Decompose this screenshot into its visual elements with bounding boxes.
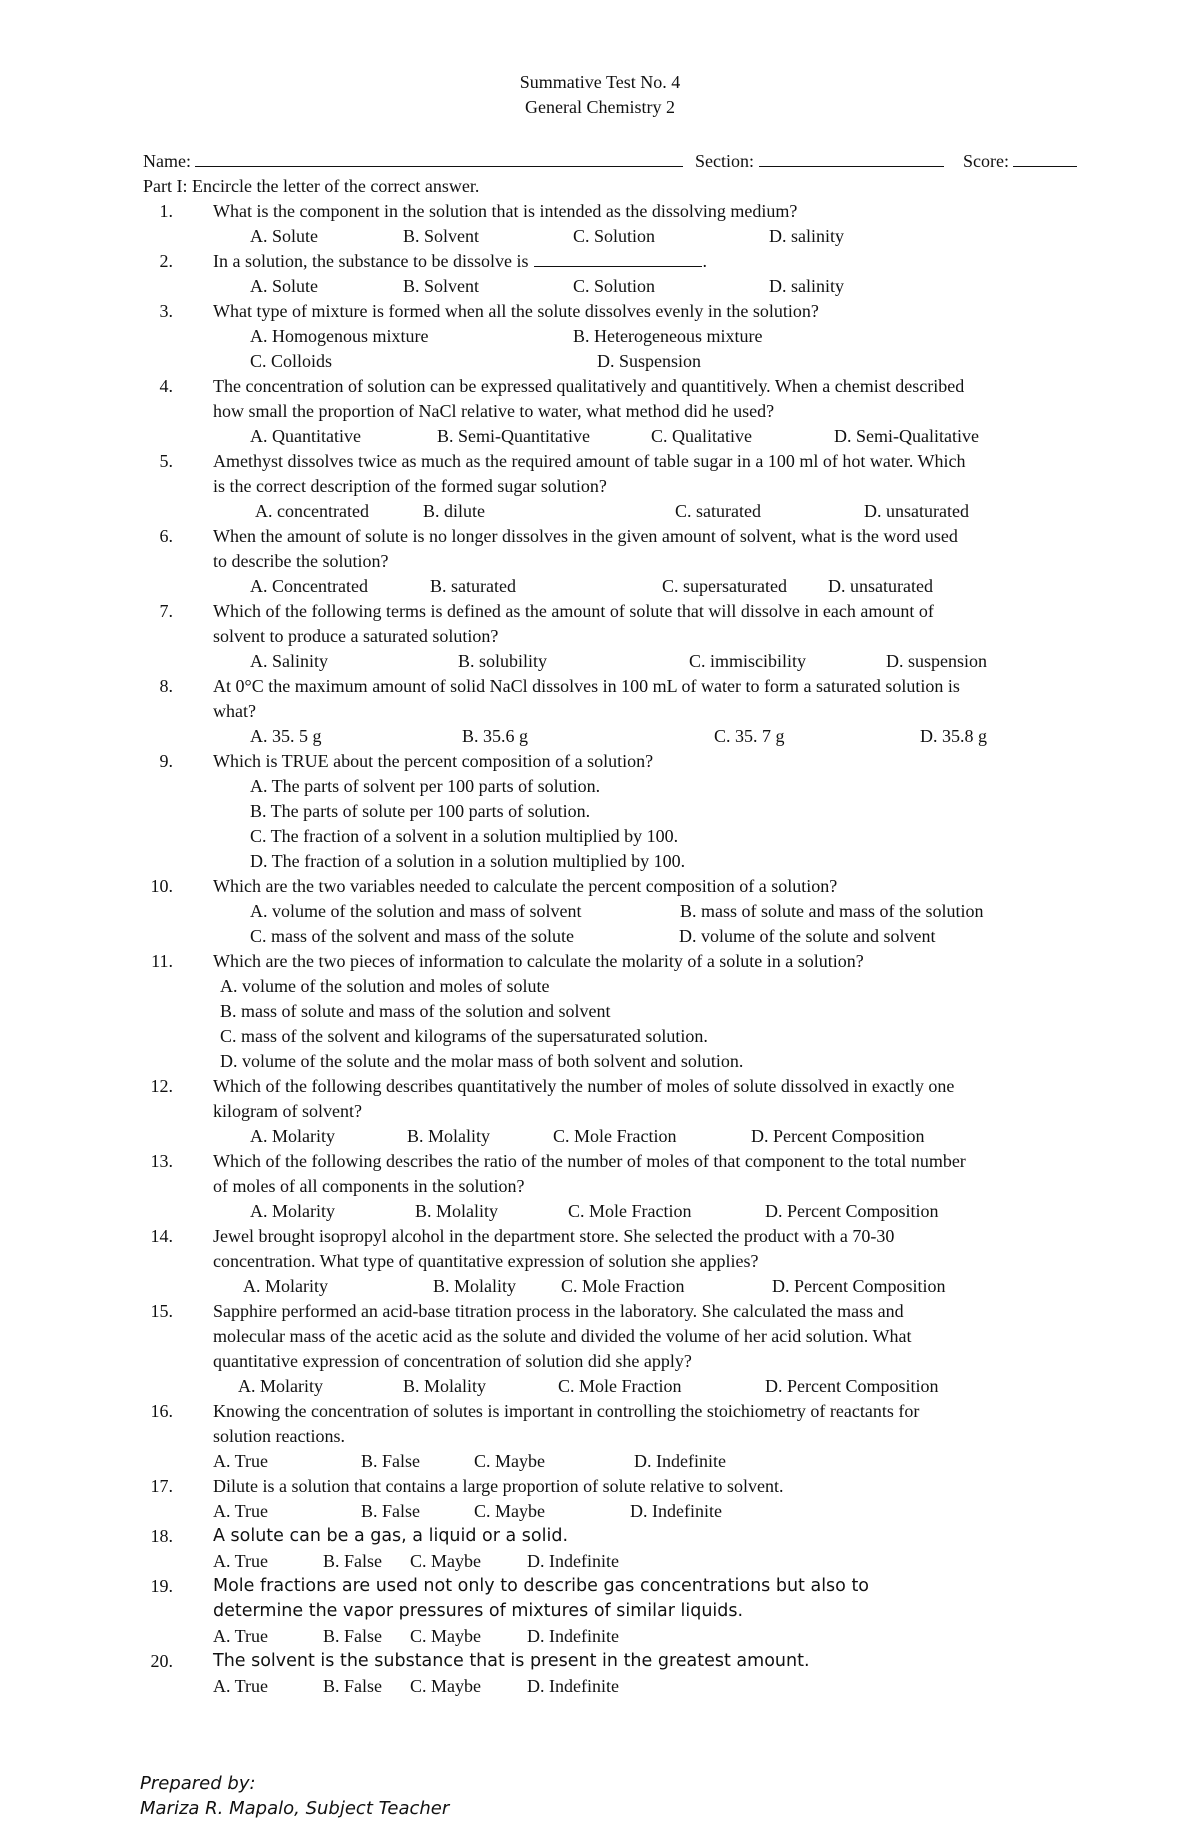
- answer-choice[interactable]: C. Maybe: [410, 1551, 481, 1571]
- score-label: Score:: [963, 151, 1009, 171]
- answer-choice[interactable]: C. Solution: [573, 276, 656, 296]
- answer-choice[interactable]: C. immiscibility: [689, 651, 807, 671]
- answer-choice[interactable]: A. True: [213, 1451, 269, 1471]
- question-text: In a solution, the substance to be dissolve is .: [213, 251, 707, 271]
- answer-choice[interactable]: C. Mole Fraction: [553, 1126, 677, 1146]
- answer-choice[interactable]: C. supersaturated: [662, 576, 787, 596]
- answer-choice[interactable]: C. The fraction of a solvent in a solution multiplied by 100.: [250, 826, 679, 846]
- answer-choice[interactable]: A. volume of the solution and mass of solvent: [250, 901, 582, 921]
- question-number: 9.: [159, 751, 173, 771]
- section-row: [695, 150, 944, 172]
- answer-choice[interactable]: D. volume of the solute and the molar mass of both solvent and solution.: [220, 1051, 744, 1071]
- answer-choice[interactable]: A. concentrated: [255, 501, 369, 521]
- answer-choice[interactable]: D. Percent Composition: [751, 1126, 925, 1146]
- question-number: 10.: [150, 876, 173, 896]
- answer-choice[interactable]: B. 35.6 g: [462, 726, 529, 746]
- answer-choice[interactable]: A. True: [213, 1626, 269, 1646]
- answer-choice[interactable]: B. Molality: [403, 1376, 487, 1396]
- question-text: to describe the solution?: [213, 551, 389, 571]
- answer-choice[interactable]: C. mass of the solvent and kilograms of the supersaturated solution.: [220, 1026, 708, 1046]
- answer-choice[interactable]: D. Indefinite: [527, 1626, 619, 1646]
- section-label: Section:: [695, 151, 754, 171]
- question-number: 7.: [159, 601, 173, 621]
- question-number: 20.: [150, 1651, 173, 1671]
- answer-choice[interactable]: A. Molarity: [250, 1201, 335, 1221]
- answer-choice[interactable]: D. The fraction of a solution in a solution multiplied by 100.: [250, 851, 686, 871]
- answer-choice[interactable]: C. Maybe: [410, 1676, 481, 1696]
- question-text: A solute can be a gas, a liquid or a solid.: [213, 1526, 569, 1546]
- answer-choice[interactable]: C. mass of the solvent and mass of the solute: [250, 926, 574, 946]
- answer-choice[interactable]: B. False: [323, 1626, 383, 1646]
- question-number: 18.: [150, 1526, 173, 1546]
- answer-choice[interactable]: C. Qualitative: [651, 426, 752, 446]
- question-text: Knowing the concentration of solutes is important in controlling the stoichiometry of reactants for: [213, 1401, 920, 1421]
- question-text: Jewel brought isopropyl alcohol in the department store. She selected the product with a 70-30: [213, 1226, 895, 1246]
- question-text: Amethyst dissolves twice as much as the required amount of table sugar in a 100 ml of hot water. Which: [213, 451, 966, 471]
- answer-choice[interactable]: C. Mole Fraction: [561, 1276, 685, 1296]
- answer-choice[interactable]: D. Percent Composition: [772, 1276, 946, 1296]
- question-text: how small the proportion of NaCl relative to water, what method did he used?: [213, 401, 775, 421]
- question-text: What is the component in the solution that is intended as the dissolving medium?: [213, 201, 798, 221]
- answer-choice[interactable]: B. saturated: [430, 576, 516, 596]
- answer-choice[interactable]: C. Colloids: [250, 351, 333, 371]
- question-number: 3.: [159, 301, 173, 321]
- question-text: Mole fractions are used not only to describe gas concentrations but also to: [213, 1576, 870, 1596]
- answer-choice[interactable]: D. volume of the solute and solvent: [679, 926, 936, 946]
- answer-choice[interactable]: D. Semi-Qualitative: [834, 426, 979, 446]
- answer-choice[interactable]: A. Molarity: [250, 1126, 335, 1146]
- question-text: Which of the following describes the ratio of the number of moles of that component to the total number: [213, 1151, 966, 1171]
- question-text: solution reactions.: [213, 1426, 345, 1446]
- answer-choice[interactable]: D. Percent Composition: [765, 1201, 939, 1221]
- test-title: Summative Test No. 4: [519, 72, 681, 92]
- name-blank[interactable]: [195, 150, 683, 167]
- question-text: molecular mass of the acetic acid as the solute and divided the volume of her acid solution. What: [213, 1326, 912, 1346]
- answer-choice[interactable]: B. Semi-Quantitative: [437, 426, 590, 446]
- answer-choice[interactable]: B. mass of solute and mass of the solution: [680, 901, 984, 921]
- answer-choice[interactable]: A. Molarity: [238, 1376, 323, 1396]
- answer-choice[interactable]: C. saturated: [675, 501, 761, 521]
- answer-choice[interactable]: D. salinity: [769, 226, 844, 246]
- answer-choice[interactable]: B. False: [361, 1501, 421, 1521]
- answer-choice[interactable]: D. Indefinite: [527, 1676, 619, 1696]
- answer-choice[interactable]: B. False: [323, 1551, 383, 1571]
- question-text: concentration. What type of quantitative expression of solution she applies?: [213, 1251, 759, 1271]
- answer-choice[interactable]: D. Percent Composition: [765, 1376, 939, 1396]
- score-blank[interactable]: [1013, 150, 1077, 167]
- answer-choice[interactable]: C. Solution: [573, 226, 656, 246]
- answer-choice[interactable]: D. suspension: [886, 651, 988, 671]
- question-text: what?: [213, 701, 256, 721]
- score-row: [963, 150, 1077, 172]
- question-text: Which of the following terms is defined as the amount of solute that will dissolve in each amount of: [213, 601, 934, 621]
- answer-choice[interactable]: C. Mole Fraction: [558, 1376, 682, 1396]
- answer-choice[interactable]: D. Suspension: [597, 351, 702, 371]
- question-text: is the correct description of the formed sugar solution?: [213, 476, 607, 496]
- question-number: 19.: [150, 1576, 173, 1596]
- answer-choice[interactable]: D. unsaturated: [864, 501, 969, 521]
- question-number: 4.: [159, 376, 173, 396]
- answer-choice[interactable]: B. The parts of solute per 100 parts of solution.: [250, 801, 591, 821]
- question-text: quantitative expression of concentration of solution did she apply?: [213, 1351, 692, 1371]
- answer-choice[interactable]: A. Solute: [250, 226, 319, 246]
- answer-choice[interactable]: C. Maybe: [474, 1501, 545, 1521]
- question-text: At 0°C the maximum amount of solid NaCl dissolves in 100 mL of water to form a saturated solution is: [213, 676, 960, 696]
- question-text: kilogram of solvent?: [213, 1101, 362, 1121]
- answer-choice[interactable]: C. Maybe: [474, 1451, 545, 1471]
- question-number: 6.: [159, 526, 173, 546]
- part1-instruction: Part I: Encircle the letter of the correct answer.: [143, 176, 480, 196]
- answer-choice[interactable]: D. unsaturated: [828, 576, 933, 596]
- answer-choice[interactable]: B. Heterogeneous mixture: [573, 326, 763, 346]
- answer-choice[interactable]: D. salinity: [769, 276, 844, 296]
- section-blank[interactable]: [759, 150, 944, 167]
- answer-choice[interactable]: A. Quantitative: [250, 426, 361, 446]
- answer-choice[interactable]: A. True: [213, 1501, 269, 1521]
- question-text: of moles of all components in the solution?: [213, 1176, 525, 1196]
- test-subtitle: General Chemistry 2: [525, 97, 675, 117]
- answer-choice[interactable]: A. Solute: [250, 276, 319, 296]
- answer-choice[interactable]: A. True: [213, 1676, 269, 1696]
- name-label: Name:: [143, 151, 191, 171]
- question-text: determine the vapor pressures of mixtures of similar liquids.: [213, 1601, 744, 1621]
- answer-choice[interactable]: A. 35. 5 g: [250, 726, 322, 746]
- question-number: 14.: [150, 1226, 173, 1246]
- answer-choice[interactable]: D. Indefinite: [634, 1451, 726, 1471]
- answer-choice[interactable]: B. False: [361, 1451, 421, 1471]
- question-number: 11.: [151, 951, 173, 971]
- answer-choice[interactable]: C. 35. 7 g: [714, 726, 785, 746]
- question-text: Which of the following describes quantitatively the number of moles of solute dissolved in exactly one: [213, 1076, 955, 1096]
- question-text: Which are the two variables needed to calculate the percent composition of a solution?: [213, 876, 838, 896]
- question-number: 17.: [150, 1476, 173, 1496]
- question-number: 5.: [159, 451, 173, 471]
- answer-blank[interactable]: [534, 250, 702, 267]
- answer-choice[interactable]: B. dilute: [423, 501, 485, 521]
- answer-choice[interactable]: A. The parts of solvent per 100 parts of solution.: [250, 776, 601, 796]
- answer-choice[interactable]: A. Homogenous mixture: [250, 326, 429, 346]
- answer-choice[interactable]: A. Salinity: [250, 651, 329, 671]
- answer-choice[interactable]: D. Indefinite: [527, 1551, 619, 1571]
- question-number: 8.: [159, 676, 173, 696]
- question-text: Dilute is a solution that contains a large proportion of solute relative to solvent.: [213, 1476, 784, 1496]
- answer-choice[interactable]: A. True: [213, 1551, 269, 1571]
- answer-choice[interactable]: A. Concentrated: [250, 576, 368, 596]
- answer-choice[interactable]: A. volume of the solution and moles of solute: [220, 976, 550, 996]
- answer-choice[interactable]: B. Molality: [433, 1276, 517, 1296]
- answer-choice[interactable]: B. mass of solute and mass of the solution and solvent: [220, 1001, 611, 1021]
- question-number: 12.: [150, 1076, 173, 1096]
- question-number: 15.: [150, 1301, 173, 1321]
- answer-choice[interactable]: A. Molarity: [243, 1276, 328, 1296]
- prepared-by-label: Prepared by:: [140, 1773, 256, 1794]
- answer-choice[interactable]: B. Solvent: [403, 276, 480, 296]
- answer-choice[interactable]: B. Molality: [407, 1126, 491, 1146]
- answer-choice[interactable]: C. Mole Fraction: [568, 1201, 692, 1221]
- question-number: 16.: [150, 1401, 173, 1421]
- question-number: 1.: [159, 201, 173, 221]
- question-text: Which is TRUE about the percent composition of a solution?: [213, 751, 654, 771]
- answer-choice[interactable]: B. Molality: [415, 1201, 499, 1221]
- answer-choice[interactable]: B. solubility: [458, 651, 548, 671]
- answer-choice[interactable]: D. 35.8 g: [920, 726, 987, 746]
- question-text: solvent to produce a saturated solution?: [213, 626, 499, 646]
- answer-choice[interactable]: D. Indefinite: [630, 1501, 722, 1521]
- question-number: 13.: [150, 1151, 173, 1171]
- question-text: Sapphire performed an acid-base titration process in the laboratory. She calculated the mass and: [213, 1301, 904, 1321]
- name-row: [143, 150, 683, 172]
- answer-choice[interactable]: B. False: [323, 1676, 383, 1696]
- question-text: The solvent is the substance that is present in the greatest amount.: [213, 1651, 810, 1671]
- answer-choice[interactable]: B. Solvent: [403, 226, 480, 246]
- teacher-name: Mariza R. Mapalo, Subject Teacher: [140, 1798, 450, 1819]
- question-number: 2.: [159, 251, 173, 271]
- question-text: When the amount of solute is no longer dissolves in the given amount of solvent, what is the word used: [213, 526, 958, 546]
- answer-choice[interactable]: C. Maybe: [410, 1626, 481, 1646]
- question-text: Which are the two pieces of information to calculate the molarity of a solute in a solution?: [213, 951, 864, 971]
- question-text: What type of mixture is formed when all the solute dissolves evenly in the solution?: [213, 301, 819, 321]
- question-text: The concentration of solution can be expressed qualitatively and quantitively. When a chemist described: [213, 376, 965, 396]
